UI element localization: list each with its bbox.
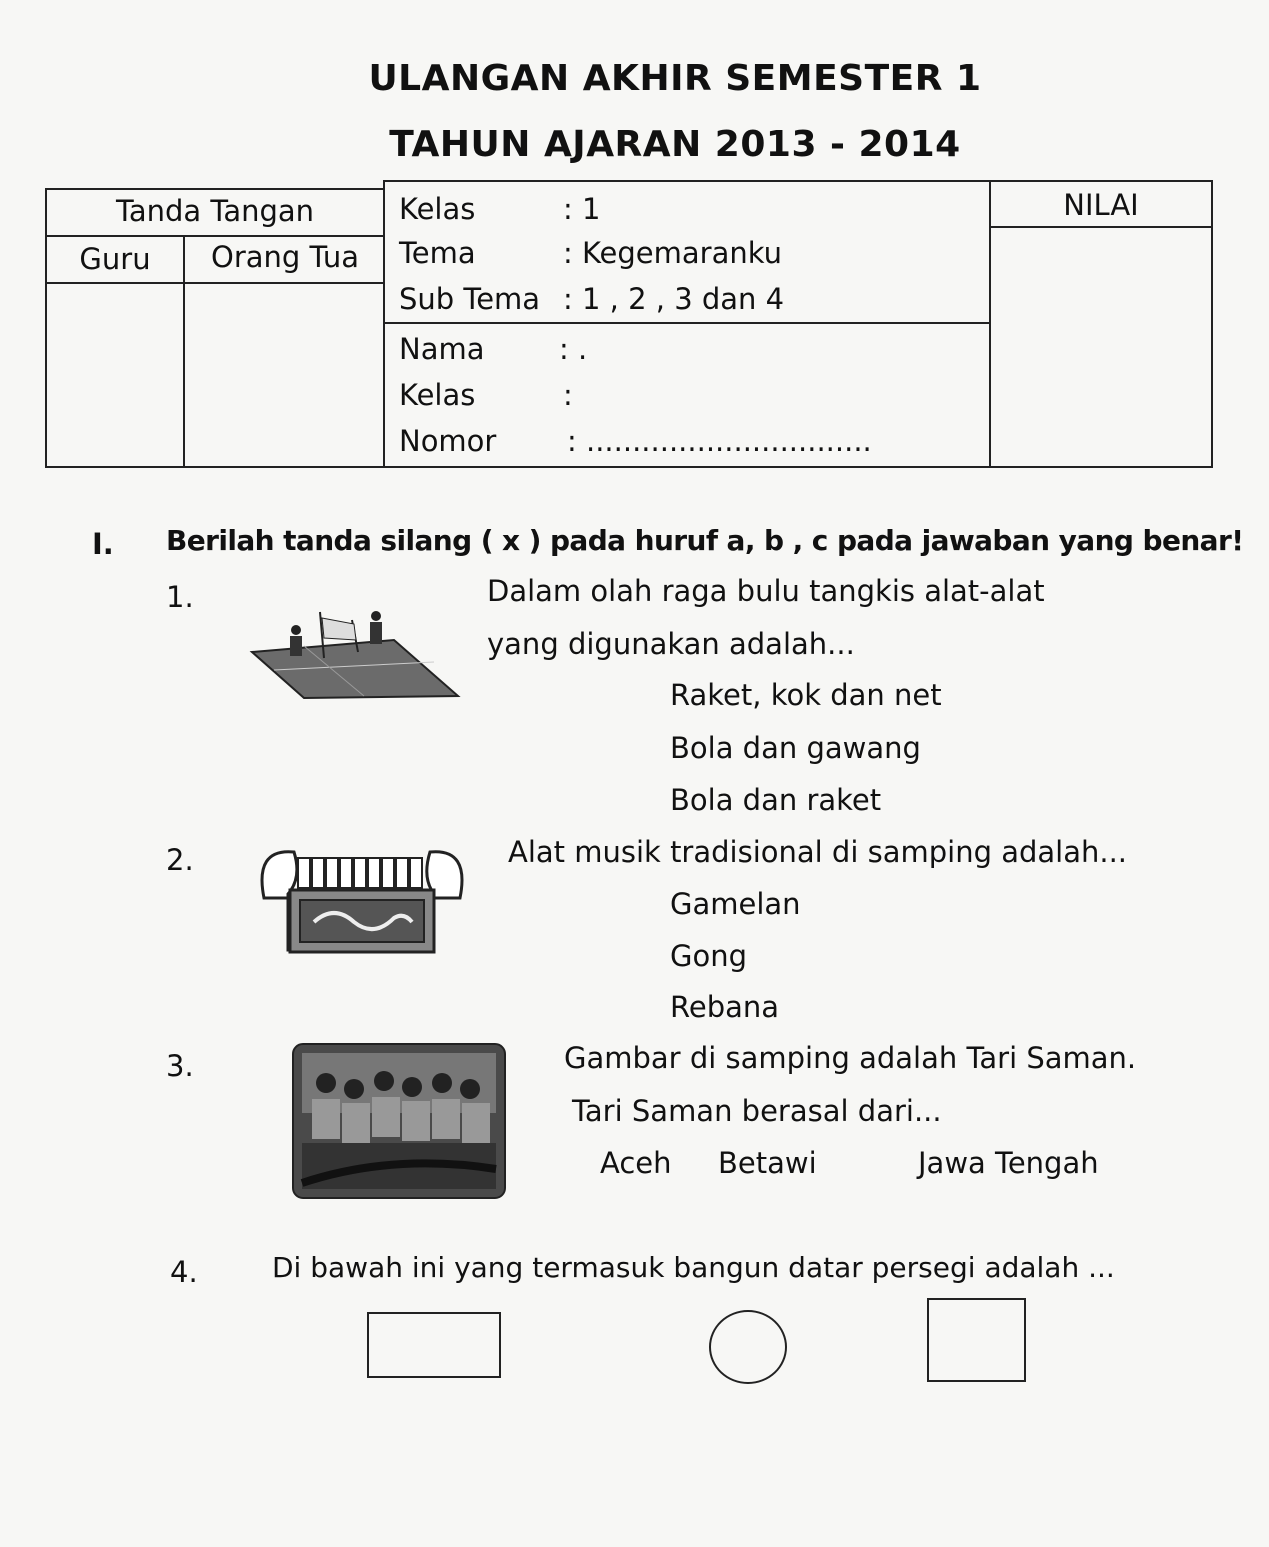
nomor-label: Nomor <box>399 424 497 458</box>
question-3-line-1: Gambar di samping adalah Tari Saman. <box>564 1041 1137 1075</box>
badminton-court-image <box>244 600 464 709</box>
guru-header: Guru <box>79 242 151 276</box>
nama-value: : . <box>559 332 588 366</box>
exam-title: ULANGAN AKHIR SEMESTER 1 <box>368 58 982 99</box>
school-year-title: TAHUN AJARAN 2013 - 2014 <box>389 124 961 165</box>
nomor-value: : ............................... <box>567 424 872 458</box>
question-3-option-c[interactable]: Jawa Tengah <box>918 1146 1099 1180</box>
tema-value: : Kegemaranku <box>563 236 783 270</box>
question-2-option-b[interactable]: Gong <box>670 939 748 973</box>
question-1-number: 1. <box>166 580 194 614</box>
section-instruction: Berilah tanda silang ( x ) pada huruf a, b , c pada jawaban yang benar! <box>166 524 1244 557</box>
nilai-header: NILAI <box>1063 188 1139 222</box>
question-2-option-a[interactable]: Gamelan <box>670 887 801 921</box>
question-2-line-1: Alat musik tradisional di samping adalah... <box>508 835 1128 869</box>
square-shape[interactable] <box>927 1298 1026 1382</box>
rectangle-shape[interactable] <box>367 1312 501 1378</box>
signature-header: Tanda Tangan <box>115 194 315 228</box>
question-1-option-c[interactable]: Bola dan raket <box>670 783 882 817</box>
question-1-line-1: Dalam olah raga bulu tangkis alat-alat <box>487 574 1045 608</box>
saman-dance-photo <box>292 1043 506 1203</box>
question-3-option-a[interactable]: Aceh <box>600 1146 672 1180</box>
question-2-option-c[interactable]: Rebana <box>670 990 780 1024</box>
gamelan-instrument-image <box>254 838 474 964</box>
kelas-label: Kelas <box>399 192 476 226</box>
question-4-number: 4. <box>170 1255 198 1289</box>
tema-label: Tema <box>399 236 476 270</box>
orang-tua-header: Orang Tua <box>211 240 359 274</box>
question-1-option-b[interactable]: Bola dan gawang <box>670 731 921 765</box>
question-1-line-2: yang digunakan adalah... <box>487 627 855 661</box>
section-number: I. <box>92 527 114 561</box>
subtema-label: Sub Tema <box>399 282 541 316</box>
question-3-option-b[interactable]: Betawi <box>718 1146 817 1180</box>
identity-table <box>45 180 1213 468</box>
question-4-line-1: Di bawah ini yang termasuk bangun datar persegi adalah ... <box>272 1251 1115 1284</box>
kelas-value: : 1 <box>563 192 601 226</box>
nama-label: Nama <box>399 332 485 366</box>
question-3-line-2: Tari Saman berasal dari... <box>572 1094 942 1128</box>
question-1-option-a[interactable]: Raket, kok dan net <box>670 678 942 712</box>
subtema-value: : 1 , 2 , 3 dan 4 <box>563 282 785 316</box>
question-2-number: 2. <box>166 843 194 877</box>
student-kelas-label: Kelas <box>399 378 476 412</box>
question-3-number: 3. <box>166 1049 194 1083</box>
student-kelas-value: : <box>563 378 573 412</box>
circle-shape[interactable] <box>709 1310 787 1384</box>
